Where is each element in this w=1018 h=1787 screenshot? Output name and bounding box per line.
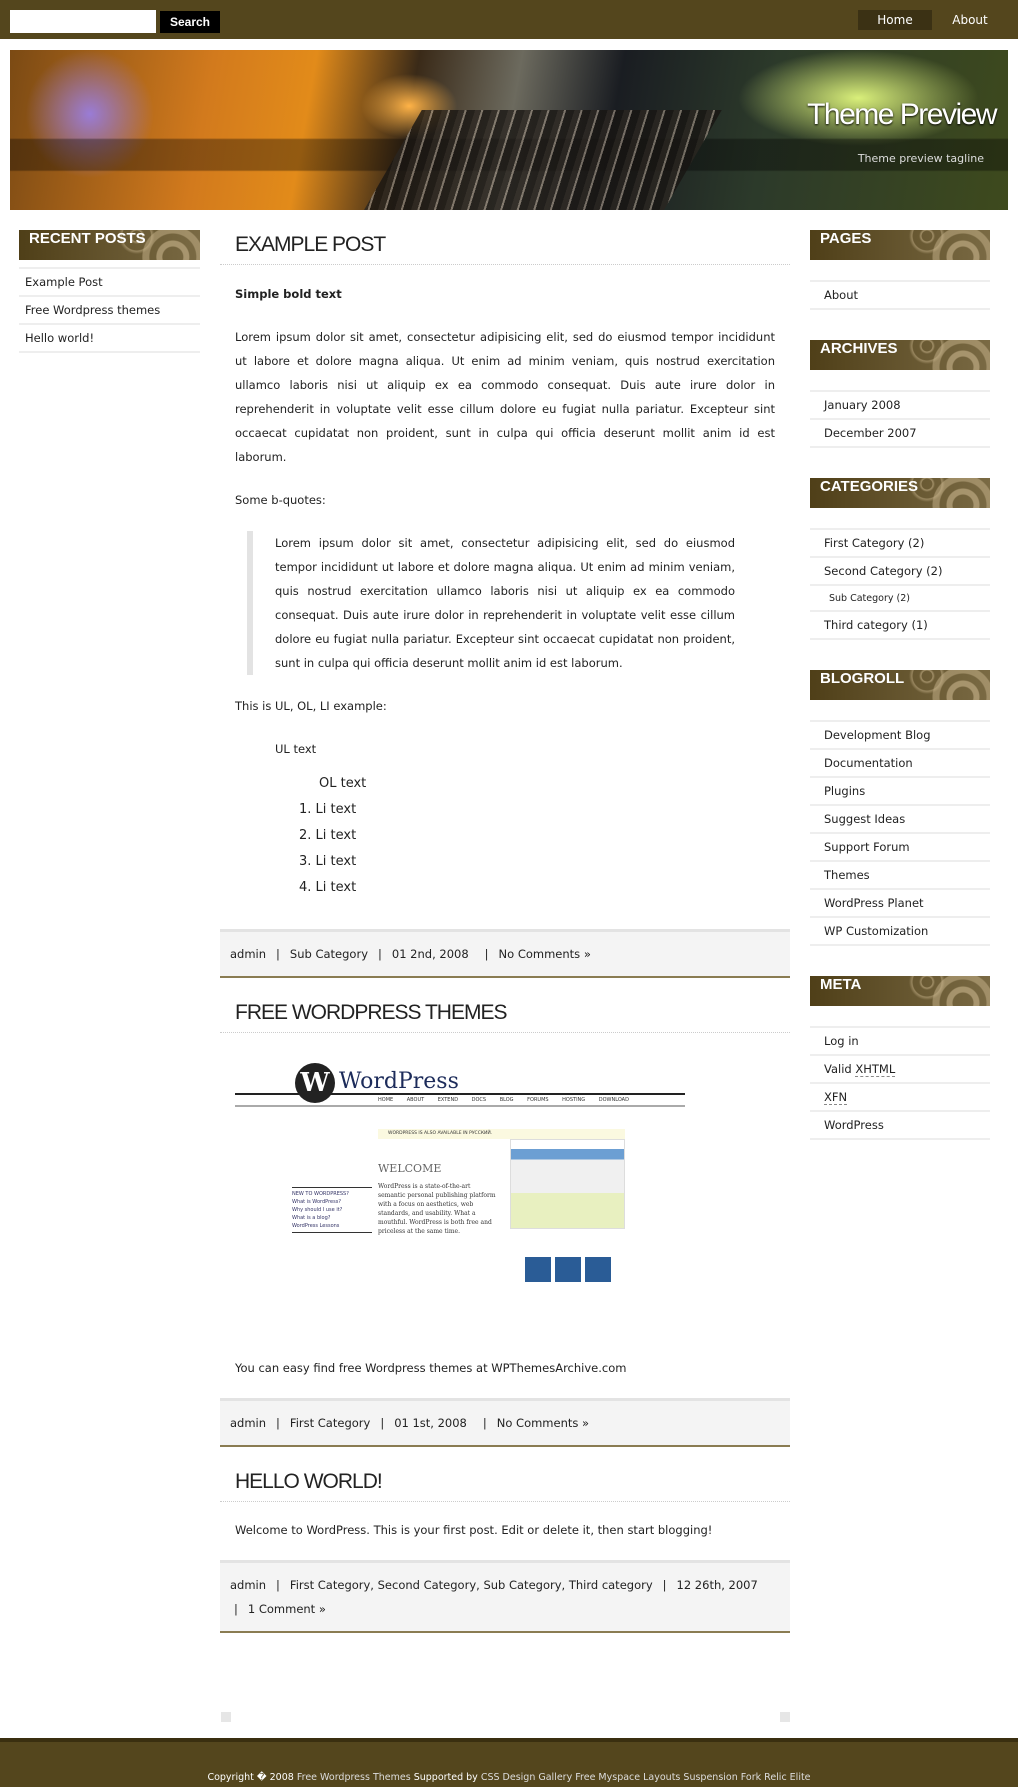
widget-title: META xyxy=(810,976,990,1006)
image-thumbs xyxy=(525,1257,615,1282)
category-link[interactable]: Third category (1) xyxy=(810,612,990,640)
wordpress-screenshot-image xyxy=(235,1057,685,1342)
widget-title: RECENT POSTS xyxy=(19,230,200,260)
post-meta: admin | Sub Category | 01 2nd, 2008 | No Comments » xyxy=(220,929,790,978)
category-link[interactable]: First Category (2) xyxy=(810,530,990,558)
xfn-abbr: XFN xyxy=(824,1090,848,1104)
post-category-link[interactable]: First Category xyxy=(289,1416,371,1430)
footer xyxy=(0,1738,1018,1787)
archive-link[interactable]: January 2008 xyxy=(810,392,990,420)
list-label: This is UL, OL, LI example: xyxy=(235,699,387,713)
search-input[interactable] xyxy=(10,10,156,33)
blogroll-link[interactable]: Themes xyxy=(810,862,990,890)
blogroll-link[interactable]: Plugins xyxy=(810,778,990,806)
post-title[interactable]: FREE WORDPRESS THEMES xyxy=(220,998,790,1033)
nav-about[interactable]: About xyxy=(952,13,988,27)
widget-title: PAGES xyxy=(810,230,990,260)
page-link[interactable]: About xyxy=(810,282,990,310)
valid-xhtml-link[interactable] xyxy=(810,1056,990,1084)
supported-by: Supported by xyxy=(413,1772,478,1783)
site-title[interactable]: Theme Preview xyxy=(807,98,996,131)
post-meta: admin | First Category | 01 1st, 2008 | No Comments » xyxy=(220,1398,790,1447)
blockquote: Lorem ipsum dolor sit amet, consectetur adipisicing elit, sed do eiusmod tempor incididunt ut labore et dolore magna aliqua. Ut enim ad minim veniam, quis nostrud exercitation ullamco laboris nisi ut aliquip ex ea commodo consequat. Duis aute irure dolor in reprehenderit in voluptate velit esse cillum dolore eu fugiat nulla pariatur. Excepteur sint occaecat cupidatat non proident, sunt in culpa qui officia deserunt mollit anim id est laborum. xyxy=(247,531,735,675)
post xyxy=(220,998,790,1447)
post-comments-link[interactable]: No Comments » xyxy=(498,947,591,961)
post-comments-link[interactable]: 1 Comment » xyxy=(247,1602,326,1616)
post-author: admin xyxy=(230,1578,267,1592)
post-paragraph: Lorem ipsum dolor sit amet, consectetur adipisicing elit, sed do eiusmod tempor incididunt ut labore et dolore magna aliqua. Ut enim ad minim veniam, quis nostrud exercitation ullamco laboris nisi ut aliquip ex ea commodo consequat. Duis aute irure dolor in reprehenderit in voluptate velit esse cillum dolore eu fugiat nulla pariatur. Excepteur sint occaecat cupidatat non proident, sunt in culpa qui officia deserunt mollit anim id est laborum. xyxy=(235,330,775,464)
wordpress-name: WordPress xyxy=(339,1069,459,1094)
widget-title: CATEGORIES xyxy=(810,478,990,508)
image-side-item: What is WordPress? xyxy=(292,1199,341,1205)
image-side-item: Why should I use it? xyxy=(292,1207,343,1213)
image-admin-preview xyxy=(510,1139,625,1229)
right-sidebar xyxy=(810,230,990,1170)
recent-posts-widget xyxy=(19,230,200,353)
category-link[interactable]: Second Category (2) xyxy=(810,558,990,586)
post-date: 01 2nd, 2008 xyxy=(391,947,469,961)
bquote-label: Some b-quotes: xyxy=(235,493,326,507)
blogroll-link[interactable]: WordPress Planet xyxy=(810,890,990,918)
image-welcome: WELCOME xyxy=(378,1162,442,1175)
image-text: WordPress is a state-of-the-art semantic personal publishing platform with a focus on aesthetics, web standards, and usability. What a mouthful. WordPress is both free and priceless at the same time. xyxy=(378,1183,496,1235)
bold-text: Simple bold text xyxy=(235,287,342,301)
widget-title: BLOGROLL xyxy=(810,670,990,700)
wordpress-logo-icon: W xyxy=(295,1063,335,1103)
left-sidebar xyxy=(19,230,200,383)
list-item: 1. Li text xyxy=(299,802,357,817)
header-image-rail xyxy=(358,110,722,210)
search-button[interactable]: Search xyxy=(160,11,220,33)
footer-link[interactable]: CSS Design Gallery xyxy=(480,1772,573,1783)
ul-text: UL text xyxy=(275,742,317,756)
wordpress-link[interactable]: WordPress xyxy=(810,1112,990,1140)
blogroll-widget xyxy=(810,670,990,946)
post-text: You can easy find free Wordpress themes at WPThemesArchive.com xyxy=(235,1361,627,1375)
ordered-list xyxy=(235,771,775,901)
pages-widget xyxy=(810,230,990,310)
blogroll-link[interactable]: Support Forum xyxy=(810,834,990,862)
post-comments-link[interactable]: No Comments » xyxy=(496,1416,590,1430)
copyright: Copyright � 2008 xyxy=(207,1772,294,1783)
site-tagline: Theme preview tagline xyxy=(857,152,984,165)
blogroll-link[interactable]: Development Blog xyxy=(810,722,990,750)
post-category-link[interactable]: First Category, Second Category, Sub Category, Third category xyxy=(289,1578,653,1592)
archives-widget xyxy=(810,340,990,448)
recent-post-link[interactable]: Example Post xyxy=(19,269,200,297)
meta-widget xyxy=(810,976,990,1140)
xhtml-abbr: XHTML xyxy=(855,1062,896,1076)
post-author: admin xyxy=(230,1416,267,1430)
valid-label: Valid xyxy=(824,1062,852,1076)
pagination-marker xyxy=(221,1712,231,1722)
image-nav: HOME ABOUT EXTEND DOCS BLOG FORUMS HOSTING DOWNLOAD xyxy=(378,1097,629,1103)
post-title[interactable]: HELLO WORLD! xyxy=(220,1467,790,1502)
pagination-marker xyxy=(780,1712,790,1722)
post-date: 01 1st, 2008 xyxy=(394,1416,467,1430)
recent-post-link[interactable]: Hello world! xyxy=(19,325,200,353)
top-bar xyxy=(0,0,1018,39)
image-side xyxy=(292,1187,372,1233)
post xyxy=(220,1467,790,1633)
archive-link[interactable]: December 2007 xyxy=(810,420,990,448)
categories-widget xyxy=(810,478,990,640)
post-date: 12 26th, 2007 xyxy=(676,1578,758,1592)
list-item: 4. Li text xyxy=(299,880,357,895)
blogroll-link[interactable]: Documentation xyxy=(810,750,990,778)
post-author: admin xyxy=(230,947,267,961)
nav-home[interactable]: Home xyxy=(858,10,932,30)
footer-link[interactable]: Suspension Fork xyxy=(683,1772,762,1783)
blogroll-link[interactable]: WP Customization xyxy=(810,918,990,946)
list-item: 3. Li text xyxy=(299,854,357,869)
post-category-link[interactable]: Sub Category xyxy=(289,947,368,961)
footer-link[interactable]: Relic Elite xyxy=(764,1772,811,1783)
main-content xyxy=(220,230,790,1633)
header-banner xyxy=(10,50,1008,210)
post-text: Welcome to WordPress. This is your first post. Edit or delete it, then start blogging! xyxy=(235,1523,713,1537)
image-side-item: WordPress Lessons xyxy=(292,1223,340,1229)
xfn-link[interactable] xyxy=(810,1084,990,1112)
image-notice: WORDPRESS IS ALSO AVAILABLE IN РУССКИЙ. xyxy=(378,1129,625,1139)
list-item: 2. Li text xyxy=(299,828,357,843)
post xyxy=(220,230,790,978)
image-side-item: What is a blog? xyxy=(292,1215,331,1221)
login-link[interactable]: Log in xyxy=(810,1028,990,1056)
image-side-item: NEW TO WORDPRESS? xyxy=(292,1191,349,1197)
subcategory-link[interactable]: Sub Category (2) xyxy=(810,586,990,612)
widget-title: ARCHIVES xyxy=(810,340,990,370)
recent-post-link[interactable]: Free Wordpress themes xyxy=(19,297,200,325)
footer-link[interactable]: Free Myspace Layouts xyxy=(575,1772,681,1783)
post-title[interactable]: EXAMPLE POST xyxy=(220,230,790,265)
ol-text: OL text xyxy=(319,776,367,791)
blogroll-link[interactable]: Suggest Ideas xyxy=(810,806,990,834)
post-meta: admin | First Category, Second Category, Sub Category, Third category | 12 26th, 2007 | 1 Comment » xyxy=(220,1560,790,1633)
footer-link[interactable]: Free Wordpress Themes xyxy=(296,1772,411,1783)
